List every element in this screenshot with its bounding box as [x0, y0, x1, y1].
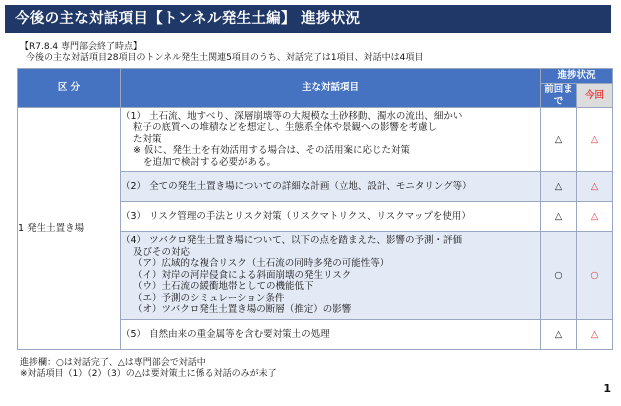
item-text: （2） 全ての発生土置き場についての詳細な計画（立地、設計、モニタリング等） — [121, 180, 472, 192]
status-prev-mark: △ — [541, 172, 577, 202]
status-now-mark: ○ — [577, 232, 613, 320]
item-text: ※ 仮に、発生土を有効活用する場合は、その活用案に応じた対策 — [133, 145, 410, 157]
status-prev-mark: △ — [541, 320, 577, 350]
page-title: 今後の主な対話項目【トンネル発生土編】 進捗状況 — [5, 5, 611, 33]
status-now-mark: △ — [577, 172, 613, 202]
item-text: （エ）予測のシミュレーション条件 — [133, 292, 285, 304]
header-prev: 前回まで — [541, 84, 577, 108]
item-text: 粒子の底質への堆積などを想定し、生態系全体や景観への影響を考慮し — [133, 122, 438, 134]
legend-note: 進捗欄：○は対話完了、△は専門部会で対話中 — [20, 358, 206, 368]
item-text: （1） 土石流、地すべり、深層崩壊等の大規模な土砂移動、濁水の流出、細かい — [121, 110, 463, 122]
item-text: た対策 — [133, 133, 162, 145]
item-cell — [121, 202, 541, 232]
item-text: （5） 自然由来の重金属等を含む要対策土の処理 — [121, 328, 330, 340]
status-prev-mark: ○ — [541, 232, 577, 320]
header-status: 進捗状況 — [541, 69, 613, 84]
page-number: 1 — [603, 382, 611, 395]
status-prev-mark: △ — [541, 202, 577, 232]
item-text: （イ）対岸の河岸侵食による斜面崩壊の発生リスク — [133, 269, 352, 281]
item-cell — [121, 172, 541, 202]
status-now-mark: △ — [577, 108, 613, 172]
status-prev-mark: △ — [541, 108, 577, 172]
item-text: 及びその対応 — [133, 246, 191, 258]
status-now-mark: △ — [577, 320, 613, 350]
item-cell — [121, 232, 541, 320]
item-cell — [121, 320, 541, 350]
item-text: （4） ツバクロ発生土置き場について、以下の点を踏まえた、影響の予測・評価 — [121, 235, 462, 247]
header-items: 主な対話項目 — [121, 69, 541, 108]
item-text: （オ）ツバクロ発生土置き場の断層（推定）の影響 — [133, 304, 352, 316]
summary-note: 今後の主な対話項目28項目のトンネル発生土関連5項目のうち、対話完了は1項目、対話中は4項目 — [26, 53, 424, 63]
item-text: （ウ）土石流の緩衝地帯としての機能低下 — [133, 281, 314, 293]
header-category: 区 分 — [18, 69, 121, 108]
footnote: ※対話項目（1）（2）（3）の△は要対策土に係る対話のみが未了 — [20, 369, 277, 379]
category-cell: 1 発生土置き場 — [18, 108, 121, 350]
item-text: （3） リスク管理の手法とリスク対策（リスクマトリクス、リスクマップを使用） — [121, 210, 471, 222]
table-row — [18, 108, 613, 172]
item-text: を追加で検討する必要がある。 — [143, 156, 277, 168]
status-timestamp-note: 【R7.8.4 専門部会終了時点】 — [20, 42, 143, 52]
status-now-mark: △ — [577, 202, 613, 232]
item-text: （ア）広域的な複合リスク（土石流の同時多発の可能性等） — [133, 258, 390, 270]
header-now: 今回 — [577, 84, 613, 108]
item-cell — [121, 108, 541, 172]
progress-table — [17, 68, 613, 350]
